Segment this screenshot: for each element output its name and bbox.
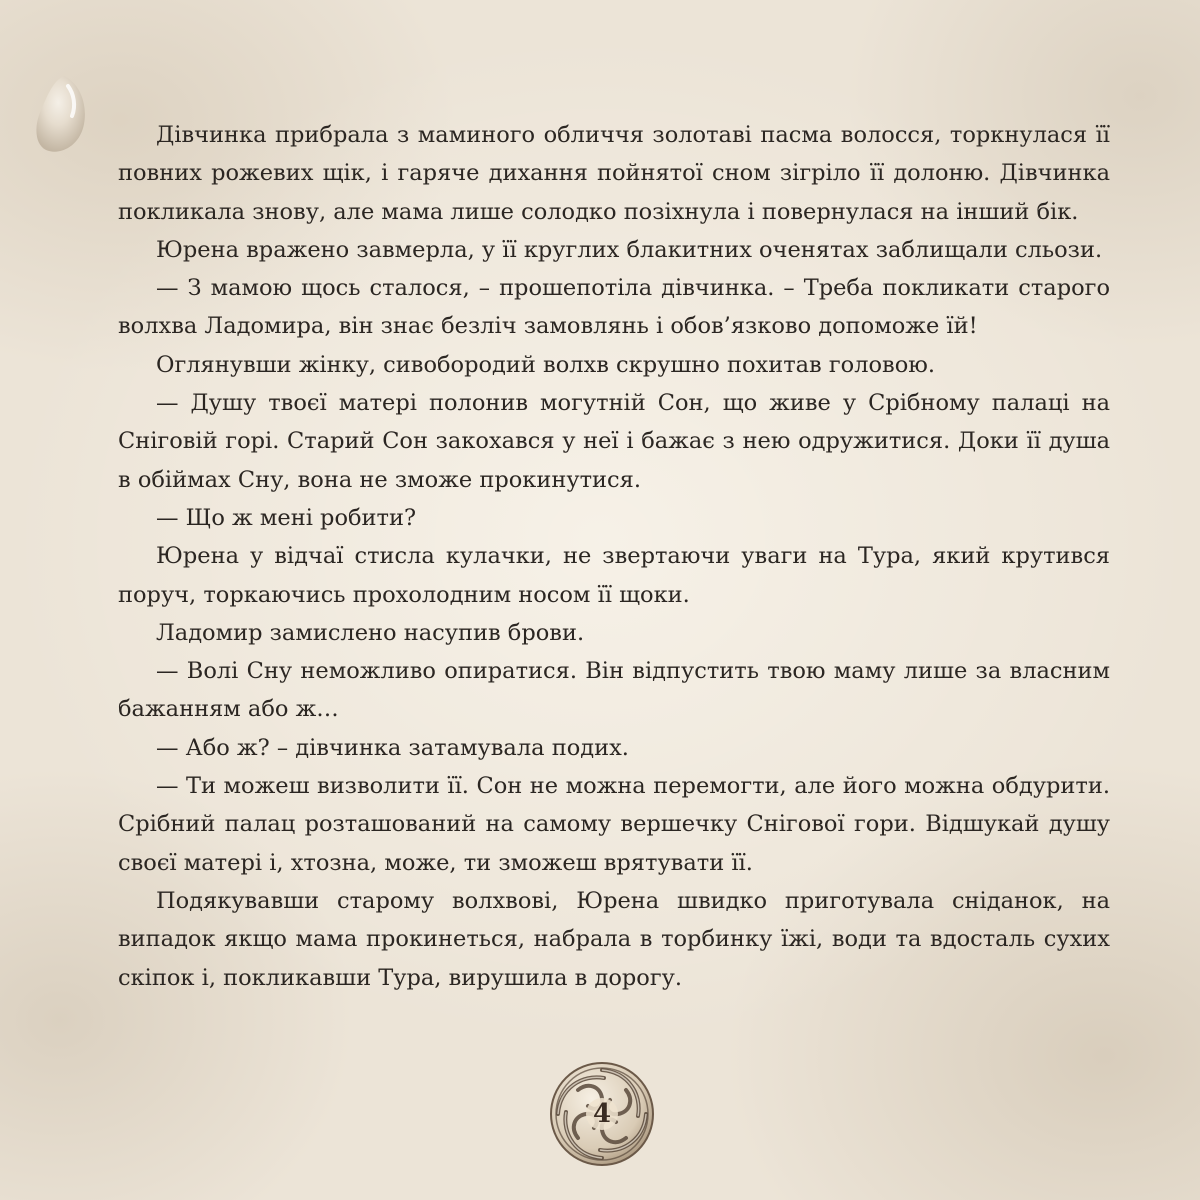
story-text [118,116,1110,997]
dialogue-paragraph: — Що ж мені робити? [156,504,417,531]
dialogue-paragraph: — Волі Сну неможливо опиратися. Він відпустить твою маму лише за власним бажанням або ж… [118,658,1110,723]
paragraph: Подякувавши старому волхвові, Юрена швидко приготувала сніданок, на випадок якщо мама прокинеться, набрала в торбинку їжі, води та вдосталь сухих скіпок і, покликавши Тура, вирушила в дорогу. [118,887,1110,991]
paragraph: Ладомир замислено насупив брови. [156,619,585,646]
dialogue-paragraph: — Душу твоєї матері полонив могутній Сон, що живе у Срібному палаці на Сніговій горі. Старий Сон закохався у неї і бажає з нею одружитися. Доки її душа в обіймах Сну, вона не зможе прокинутися. [118,390,1110,493]
page-number: 4 [592,1099,612,1129]
dialogue-paragraph: — Ти можеш визволити її. Сон не можна перемогти, але його можна обдурити. Срібний палац розташований на самому вершечку Снігової гори. Відшукай душу своєї матері і, хтозна, може, ти зможеш врятувати її. [118,773,1110,876]
paragraph: Юрена вражено завмерла, у її круглих блакитних оченятах заблищали сльози. [156,236,1103,263]
paragraph: Оглянувши жінку, сивобородий волхв скрушно похитав головою. [156,351,936,378]
paragraph: Юрена у відчаї стисла кулачки, не звертаючи уваги на Тура, який крутився поруч, торкаючись прохолодним носом її щоки. [118,543,1110,608]
dialogue-paragraph: — Або ж? – дівчинка затамувала подих. [156,734,629,761]
dialogue-paragraph: — З мамою щось сталося, – прошепотіла дівчинка. – Треба покликати старого волхва Ладомира, він знає безліч замовлянь і обов’язково допоможе їй! [118,275,1110,340]
water-droplet-icon [30,72,90,158]
paragraph: Дівчинка прибрала з маминого обличчя золотаві пасма волосся, торкнулася її повних рожевих щік, і гаряче дихання пойнятої сном зігріло її долоню. Дівчинка покликала знову, але мама лише солодко позіхнула і повернулася на інший бік. [118,122,1110,225]
